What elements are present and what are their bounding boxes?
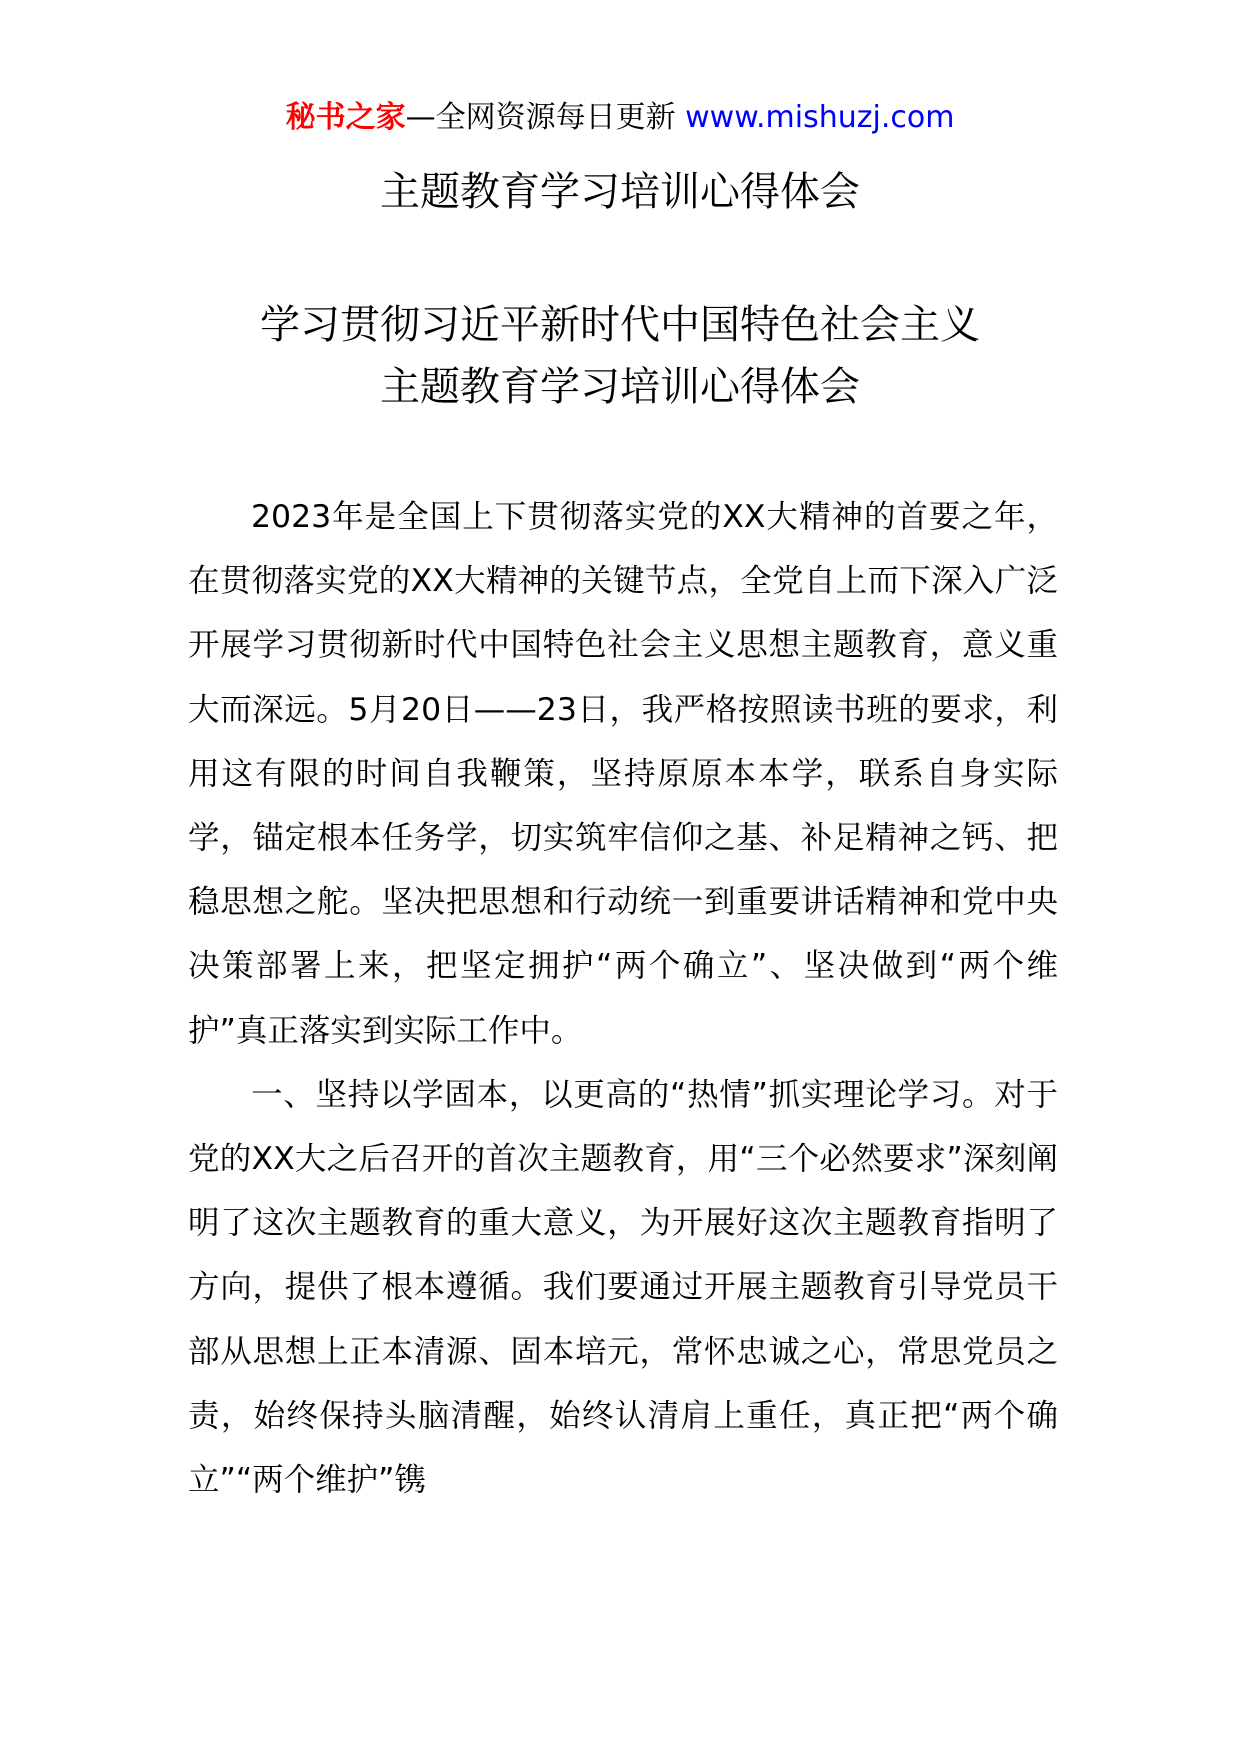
body-paragraph-intro: 2023年是全国上下贯彻落实党的XX大精神的首要之年，在贯彻落实党的XX大精神的关键节点，全党自上而下深入广泛开展学习贯彻新时代中国特色社会主义思想主题教育，意义重大而深远。5月20日——23日，我严格按照读书班的要求，利用这有限的时间自我鞭策，坚持原原本本学，联系自身实际学，锚定根本任务学，切实筑牢信仰之基、补足精神之钙、把稳思想之舵。坚决把思想和行动统一到重要讲话精神和党中央决策部署上来，把坚定拥护“两个确立”、坚决做到“两个维护”真正落实到实际工作中。 (188, 499, 1058, 1049)
document-top-title: 主题教育学习培训心得体会 (380, 169, 860, 215)
body-paragraph-section-one: 一、坚持以学固本，以更高的“热情”抓实理论学习。对于党的XX大之后召开的首次主题教育，用“三个必然要求”深刻阐明了这次主题教育的重大意义，为开展好这次主题教育指明了方向，提供了根本遵循。我们要通过开展主题教育引导党员干部从思想上正本清源、固本培元，常怀忠诚之心，常思党员之责，始终保持头脑清醒，始终认清肩上重任，真正把“两个确立”“两个维护”镌 (188, 1076, 1058, 1499)
document-main-title-line1: 学习贯彻习近平新时代中国特色社会主义 (260, 302, 980, 348)
document-main-title-line2: 主题教育学习培训心得体会 (380, 364, 860, 410)
site-brand: 秘书之家 (285, 100, 406, 135)
site-tagline: —全网资源每日更新 (405, 100, 686, 135)
site-url-link[interactable]: www.mishuzj.com (685, 100, 955, 135)
site-header (0, 98, 1240, 138)
document-body (188, 485, 1058, 1512)
